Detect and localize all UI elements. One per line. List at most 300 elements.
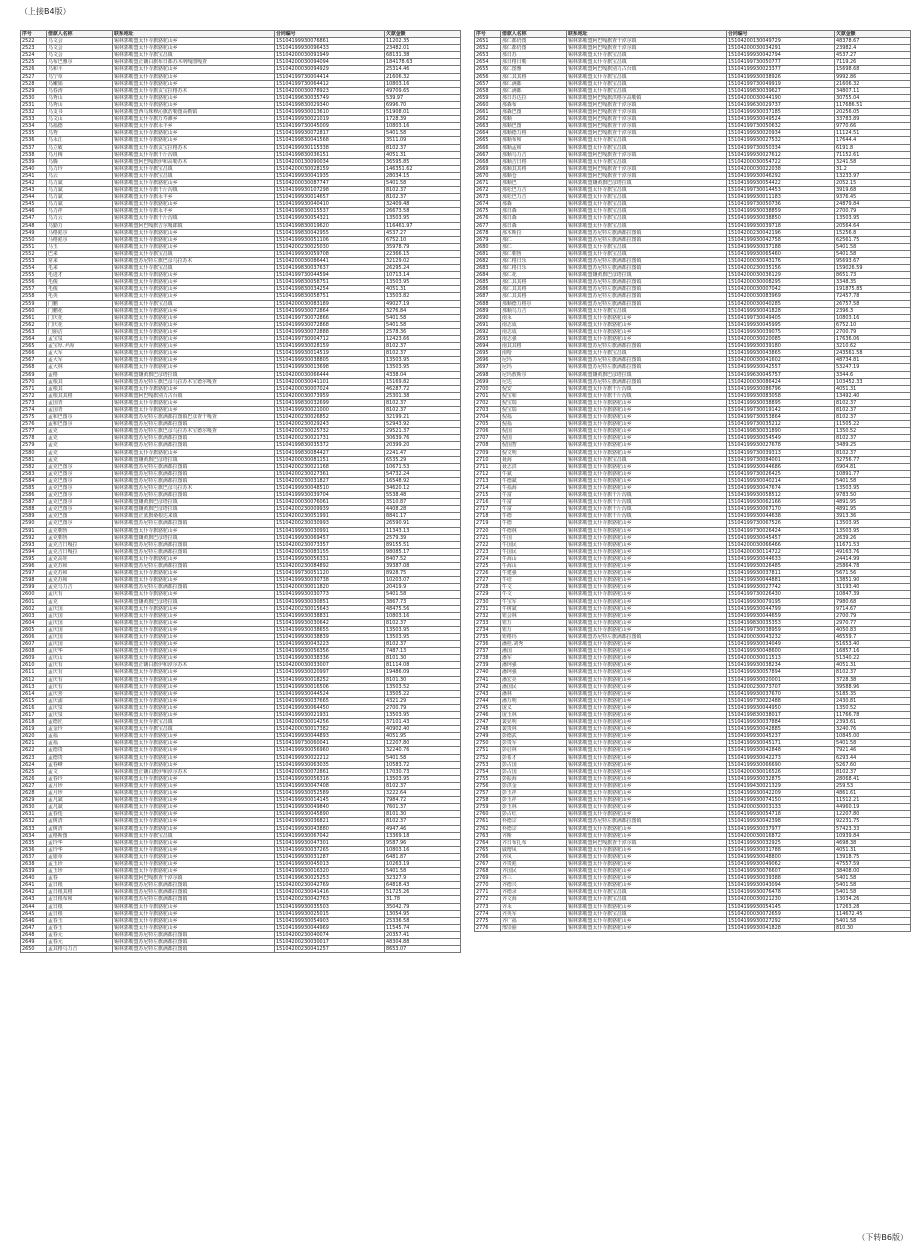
cell-seq: 2552 (21, 250, 47, 257)
cell-borrower: 孟克苏和 (47, 563, 113, 570)
table-row (475, 463, 911, 470)
cell-amount: 8102.37 (835, 768, 911, 775)
cell-amount: 4537.27 (835, 52, 911, 59)
cell-borrower: 孟克高娃 (47, 555, 113, 562)
cell-seq: 2751 (475, 747, 501, 754)
cell-amount: 4051.31 (835, 846, 911, 853)
table-row (475, 790, 911, 797)
cell-address: 锡林郭勒盟太仆寺旗宝昌镇 (567, 250, 727, 257)
cell-amount: 32327.9 (385, 875, 461, 882)
cell-amount: 7980.68 (835, 598, 911, 605)
cell-amount: 13503.95 (385, 357, 461, 364)
cell-seq: 2717 (475, 506, 501, 513)
cell-contract: 15104200230084892 (275, 563, 385, 570)
cell-amount: 2700.79 (835, 328, 911, 335)
cell-borrower: 那顺德力格尔 (501, 300, 567, 307)
cell-amount: 103452.33 (835, 378, 911, 385)
cell-contract: 15104200230025030 (275, 243, 385, 250)
cell-contract: 15104199730004414 (275, 73, 385, 80)
cell-contract: 15104200230021731 (275, 435, 385, 442)
cell-address: 锡林郭勒盟太仆寺旗骆驼山乡 (113, 669, 275, 676)
table-row (475, 314, 911, 321)
cell-amount: 3489.25 (835, 442, 911, 449)
cell-borrower: 孟春玲 (47, 775, 113, 782)
cell-seq: 2612 (21, 676, 47, 683)
cell-amount: 4050.83 (835, 626, 911, 633)
cell-amount: 32756.77 (835, 456, 911, 463)
cell-amount: 9783.50 (835, 492, 911, 499)
cell-seq: 2762 (475, 825, 501, 832)
cell-seq: 2730 (475, 598, 501, 605)
cell-amount: 32240.76 (385, 747, 461, 754)
cell-amount: 8102.37 (385, 350, 461, 357)
cell-borrower: 那顺仓 (501, 172, 567, 179)
cell-address: 锡林郭勒盟太仆寺旗骆驼山乡 (567, 414, 727, 421)
cell-address: 锡林郭勒盟太仆寺旗骆驼山乡 (113, 555, 275, 562)
cell-seq: 2757 (475, 790, 501, 797)
table-row (475, 875, 911, 882)
cell-borrower: 孟克巴图尔 (47, 485, 113, 492)
cell-borrower: 牛富 (501, 506, 567, 513)
cell-seq: 2680 (475, 243, 501, 250)
cell-borrower: 倪国智 (501, 442, 567, 449)
cell-amount: 8102.37 (835, 669, 911, 676)
cell-seq: 2634 (21, 832, 47, 839)
cell-contract: 15104200030086441 (275, 258, 385, 265)
cell-address: 锡林郭勒盟太仆寺旗骆驼山乡 (113, 754, 275, 761)
cell-seq: 2697 (475, 364, 501, 371)
cell-address: 锡林郭勒盟苏尼特左旗满都拉图镇 (567, 818, 727, 825)
cell-borrower: 孟庆喜 (47, 690, 113, 697)
cell-address: 锡林郭勒盟太仆寺旗骆驼山乡 (567, 655, 727, 662)
cell-amount: 5401.58 (835, 889, 911, 896)
cell-amount: 117686.51 (835, 101, 911, 108)
header-address: 联系地址 (567, 31, 727, 38)
cell-amount: 13503.95 (835, 215, 911, 222)
cell-contract: 15104200030041101 (275, 378, 385, 385)
cell-amount: 5401.58 (835, 250, 911, 257)
cell-contract: 15104200030016872 (727, 832, 835, 839)
cell-seq: 2681 (475, 250, 501, 257)
cell-amount: 5401.58 (835, 740, 911, 747)
cell-seq: 2696 (475, 357, 501, 364)
cell-borrower: 孟克巴图尔 (47, 470, 113, 477)
cell-seq: 2719 (475, 520, 501, 527)
cell-contract: 15104199930072868 (275, 321, 385, 328)
cell-address: 锡林郭勒盟太仆寺旗骆驼山乡 (113, 179, 275, 186)
table-row (475, 499, 911, 506)
cell-borrower: 牛宝军 (501, 598, 567, 605)
cell-borrower: 乌支书 (47, 109, 113, 116)
cell-borrower: 孟克苏和 (47, 577, 113, 584)
cell-contract: 15104199930043880 (275, 825, 385, 832)
cell-seq: 2581 (21, 456, 47, 463)
cell-borrower: 孟庆有 (47, 676, 113, 683)
table-row (21, 307, 461, 314)
cell-amount: 8928.75 (385, 570, 461, 577)
cell-address: 锡林郭勒盟太仆寺旗骆驼山乡 (113, 747, 275, 754)
cell-borrower: 乌春涛 (47, 87, 113, 94)
cell-seq: 2626 (21, 775, 47, 782)
cell-amount: 7921.46 (835, 747, 911, 754)
cell-contract: 15104199830058751 (275, 293, 385, 300)
table-row (21, 449, 461, 456)
cell-seq: 2768 (475, 868, 501, 875)
cell-seq: 2713 (475, 477, 501, 484)
cell-contract: 15104199930040214 (727, 477, 835, 484)
cell-seq: 2773 (475, 903, 501, 910)
cell-amount: 4537.27 (385, 229, 461, 236)
cell-contract: 15104199930056356 (275, 648, 385, 655)
cell-contract: 15104199930059708 (275, 250, 385, 257)
cell-address: 锡林郭勒盟太仆寺旗骆驼山乡 (567, 924, 727, 931)
table-row (21, 378, 461, 385)
cell-amount: 9992.86 (835, 73, 911, 80)
table-row (475, 435, 911, 442)
cell-seq: 2582 (21, 463, 47, 470)
cell-contract: 15104199830035372 (275, 442, 385, 449)
cell-contract: 15104200030021230 (727, 896, 835, 903)
cell-contract: 15104199930013610 (275, 109, 385, 116)
cell-seq: 2526 (21, 66, 47, 73)
cell-contract: 15104200230026852 (275, 414, 385, 421)
table-row (475, 669, 911, 676)
table-row (475, 570, 911, 577)
cell-address: 锡林郭勒盟太仆寺旗千斤沟镇 (567, 513, 727, 520)
cell-contract: 15104199930027612 (727, 151, 835, 158)
cell-seq: 2645 (21, 910, 47, 917)
table-row (475, 548, 911, 555)
cell-amount: 48378.67 (835, 38, 911, 45)
table-row (21, 818, 461, 825)
cell-contract: 15104199930042557 (727, 364, 835, 371)
cell-seq: 2567 (21, 357, 47, 364)
cell-seq: 2737 (475, 648, 501, 655)
cell-borrower: 那日苏 (501, 52, 567, 59)
cell-borrower: 孟克巴图尔 (47, 463, 113, 470)
cell-address: 锡林郭勒盟太仆寺旗骆驼山乡 (567, 399, 727, 406)
cell-amount: 8102.37 (835, 399, 911, 406)
cell-address: 锡林郭勒盟苏尼特左旗满都拉图镇 (113, 882, 275, 889)
cell-seq: 2529 (21, 87, 47, 94)
cell-amount: 17263.28 (835, 903, 911, 910)
cell-borrower: 孟大军 (47, 350, 113, 357)
cell-address: 锡林郭勒盟阿巴嘎旗查干淖尔镇 (567, 151, 727, 158)
cell-borrower: 孟德匠 (47, 719, 113, 726)
cell-borrower: 南哈 (501, 350, 567, 357)
cell-seq: 2770 (475, 882, 501, 889)
table-row (475, 94, 911, 101)
table-row (475, 477, 911, 484)
cell-borrower: 孟金玲 (47, 726, 113, 733)
cell-seq: 2708 (475, 442, 501, 449)
cell-seq: 2684 (475, 272, 501, 279)
cell-contract: 15104199930115338 (275, 144, 385, 151)
cell-contract: 15104199930076607 (727, 868, 835, 875)
cell-seq: 2692 (475, 328, 501, 335)
table-row (21, 605, 461, 612)
cell-address: 锡林郭勒盟太仆寺旗宝昌镇 (113, 265, 275, 272)
cell-address: 锡林郭勒盟太仆寺旗骆驼山乡 (567, 612, 727, 619)
cell-seq: 2688 (475, 300, 501, 307)
cell-address: 锡林郭勒盟苏尼特左旗满都拉图镇 (567, 364, 727, 371)
cell-address: 锡林郭勒盟太仆寺旗骆驼山乡 (567, 860, 727, 867)
header-contract: 合同编号 (275, 31, 385, 38)
table-row (475, 321, 911, 328)
cell-contract: 15104199930043094 (727, 882, 835, 889)
header-seq: 序号 (475, 31, 501, 38)
table-row (475, 754, 911, 761)
cell-seq: 2663 (475, 123, 501, 130)
cell-amount: 11671.53 (835, 541, 911, 548)
cell-borrower: 孟克朝鲁 (47, 527, 113, 534)
cell-address: 锡林郭勒盟太仆寺旗骆驼山乡 (113, 690, 275, 697)
cell-contract: 15104199930044799 (727, 605, 835, 612)
cell-amount: 8841.17 (385, 513, 461, 520)
cell-seq: 2576 (21, 421, 47, 428)
cell-address: 锡林郭勒盟太仆寺旗骆驼山乡 (113, 314, 275, 321)
cell-amount: 5401.58 (835, 917, 911, 924)
table-row (475, 619, 911, 626)
table-row (21, 655, 461, 662)
table-row (21, 94, 461, 101)
cell-borrower: 潘国民 (501, 683, 567, 690)
cell-seq: 2744 (475, 697, 501, 704)
cell-borrower: 那顺巴图 (501, 123, 567, 130)
table-row (21, 442, 461, 449)
cell-amount: 20256.05 (835, 109, 911, 116)
cell-contract: 15104199930067170 (727, 506, 835, 513)
cell-borrower: 孟国青 (47, 399, 113, 406)
cell-address: 锡林郭勒盟正蓝旗桑根达来镇 (113, 513, 275, 520)
cell-address: 锡林郭勒盟太仆寺旗骆驼山乡 (567, 768, 727, 775)
cell-seq: 2630 (21, 804, 47, 811)
cell-borrower: 乌秀山 (47, 101, 113, 108)
cell-address: 锡林郭勒盟太仆寺旗骆驼山乡 (567, 726, 727, 733)
cell-contract: 15104199930027532 (727, 137, 835, 144)
cell-seq: 2583 (21, 470, 47, 477)
cell-seq: 2585 (21, 485, 47, 492)
cell-contract: 15104199930086796 (727, 385, 835, 392)
cell-amount: 11343.13 (385, 527, 461, 534)
header-amount: 欠款金额 (835, 31, 911, 38)
cell-seq: 2602 (21, 605, 47, 612)
cell-contract: 15104199930021000 (275, 406, 385, 413)
table-row (21, 754, 461, 761)
table-row (475, 336, 911, 343)
cell-seq: 2600 (21, 591, 47, 598)
cell-seq: 2625 (21, 768, 47, 775)
cell-contract: 15104200030033007 (275, 662, 385, 669)
table-row (475, 853, 911, 860)
cell-contract: 15104199930038859 (727, 208, 835, 215)
table-row (21, 860, 461, 867)
cell-amount: 48734.81 (835, 357, 911, 364)
cell-amount: 2579.39 (385, 534, 461, 541)
cell-amount: 5671.56 (835, 570, 911, 577)
table-row (21, 357, 461, 364)
table-row (21, 229, 461, 236)
cell-contract: 15104199930021019 (275, 116, 385, 123)
cell-borrower: 那仁格日乐 (501, 258, 567, 265)
cell-address: 锡林郭勒盟太仆寺旗骆驼山乡 (113, 804, 275, 811)
cell-contract: 15104200230073357 (275, 541, 385, 548)
table-row (21, 910, 461, 917)
cell-seq: 2675 (475, 208, 501, 215)
cell-seq: 2566 (21, 350, 47, 357)
cell-contract: 15104199930027678 (727, 442, 835, 449)
table-row (21, 797, 461, 804)
table-row (21, 704, 461, 711)
cell-seq: 2743 (475, 690, 501, 697)
cell-borrower: 乌勤力 (47, 222, 113, 229)
cell-seq: 2627 (21, 782, 47, 789)
cell-address: 锡林郭勒盟太仆寺旗宝昌镇 (567, 456, 727, 463)
cell-amount: 8102.37 (385, 619, 461, 626)
cell-contract: 15104200030087747 (275, 179, 385, 186)
cell-contract: 15104200230042769 (275, 882, 385, 889)
cell-amount: 6752.10 (835, 321, 911, 328)
cell-amount: 32129.02 (385, 258, 461, 265)
cell-seq: 2769 (475, 875, 501, 882)
cell-amount: 13503.95 (385, 215, 461, 222)
cell-address: 锡林郭勒盟太仆寺旗宝昌镇 (113, 726, 275, 733)
cell-seq: 2642 (21, 889, 47, 896)
cell-seq: 2694 (475, 343, 501, 350)
cell-seq: 2701 (475, 392, 501, 399)
cell-seq: 2759 (475, 804, 501, 811)
cell-seq: 2704 (475, 414, 501, 421)
cell-amount: 8102.37 (385, 194, 461, 201)
cell-seq: 2772 (475, 896, 501, 903)
cell-borrower: 那仁朝鲁 (501, 250, 567, 257)
cell-amount: 37101.43 (385, 719, 461, 726)
table-row (21, 477, 461, 484)
cell-borrower: 孟克 (47, 449, 113, 456)
cell-contract: 15104200230027361 (275, 470, 385, 477)
cell-seq: 2540 (21, 165, 47, 172)
cell-seq: 2524 (21, 52, 47, 59)
cell-contract: 15104199930035503 (275, 903, 385, 910)
cell-amount: 5401.58 (385, 321, 461, 328)
cell-amount: 3728.38 (835, 676, 911, 683)
cell-contract: 15104199730084001 (727, 456, 835, 463)
cell-seq: 2543 (21, 187, 47, 194)
cell-borrower: 孟宝泉 (47, 336, 113, 343)
cell-address: 锡林郭勒盟太仆寺旗宝昌镇 (567, 350, 727, 357)
cell-amount: 52943.92 (385, 421, 461, 428)
cell-borrower: 孟庆国 (47, 605, 113, 612)
cell-address: 锡林郭勒盟太仆寺旗骆驼山乡 (567, 548, 727, 555)
cell-borrower: 牛文 (501, 591, 567, 598)
cell-seq: 2527 (21, 73, 47, 80)
table-row (21, 931, 461, 938)
cell-seq: 2551 (21, 243, 47, 250)
cell-address: 锡林郭勒盟苏尼特左旗满都拉图镇巴彦查干嘎查 (113, 414, 275, 421)
cell-borrower: 孟庆泉 (47, 704, 113, 711)
cell-address: 锡林郭勒盟阿巴嘎旗查干淖尔镇 (567, 45, 727, 52)
cell-contract: 15104200230030993 (275, 520, 385, 527)
cell-contract: 15104199930042398 (727, 818, 835, 825)
table-row (21, 250, 461, 257)
cell-contract: 15104200030072861 (275, 768, 385, 775)
cell-amount: 10803.16 (385, 612, 461, 619)
cell-address: 锡林郭勒盟太仆寺旗骆驼山乡 (113, 201, 275, 208)
cell-seq: 2729 (475, 591, 501, 598)
table-row (21, 406, 461, 413)
cell-contract: 15104199630045757 (727, 371, 835, 378)
cell-amount: 6752.10 (385, 236, 461, 243)
cell-seq: 2616 (21, 704, 47, 711)
table-row (475, 655, 911, 662)
cell-contract: 15104199930066690 (727, 761, 835, 768)
table-row (21, 492, 461, 499)
cell-amount: 5538.48 (385, 492, 461, 499)
cell-borrower: 孟庆国 (47, 633, 113, 640)
cell-address: 锡林郭勒盟镶黄旗巴彦塔拉镇 (113, 499, 275, 506)
cell-amount: 10203.07 (385, 577, 461, 584)
cell-borrower: 孟克朝鲁 (47, 534, 113, 541)
cell-borrower: 乌力云 (47, 215, 113, 222)
table-row (475, 364, 911, 371)
cell-seq: 2635 (21, 839, 47, 846)
cell-contract: 15104199930107298 (275, 187, 385, 194)
cell-borrower: 彭玉祥 (501, 797, 567, 804)
cell-address: 锡林郭勒盟太仆寺旗骆驼山乡 (113, 641, 275, 648)
cell-contract: 15104199930062166 (727, 499, 835, 506)
cell-contract: 15104199930013698 (275, 364, 385, 371)
cell-contract: 15104199930037665 (275, 697, 385, 704)
cell-amount: 8102.37 (835, 449, 911, 456)
cell-address: 锡林郭勒盟太仆寺旗骆驼山乡 (113, 328, 275, 335)
cell-amount: 11505.22 (835, 421, 911, 428)
cell-address: 锡林郭勒盟太仆寺旗千斤沟镇 (113, 151, 275, 158)
table-row (475, 697, 911, 704)
cell-contract: 15104199730014453 (727, 187, 835, 194)
cell-seq: 2655 (475, 66, 501, 73)
cell-contract: 15104199930044969 (275, 924, 385, 931)
table-row (21, 577, 461, 584)
cell-amount: 5401.58 (385, 754, 461, 761)
cell-amount: 49027.19 (385, 300, 461, 307)
cell-contract: 15104200030022038 (727, 165, 835, 172)
cell-address: 锡林郭勒盟太仆寺旗骆驼山乡 (567, 719, 727, 726)
cell-address: 锡林郭勒盟太仆寺旗骆驼山乡 (113, 712, 275, 719)
cell-seq: 2731 (475, 605, 501, 612)
table-row (21, 87, 461, 94)
cell-contract: 15104199930042273 (727, 754, 835, 761)
cell-amount: 34620.12 (385, 485, 461, 492)
cell-amount: 3222.64 (385, 790, 461, 797)
cell-borrower: 孟春峰 (47, 761, 113, 768)
cell-contract: 15104200030094094 (275, 59, 385, 66)
cell-borrower: 齐英军 (501, 910, 567, 917)
cell-contract: 15104200030091949 (275, 52, 385, 59)
cell-amount: 15169.82 (385, 378, 461, 385)
cell-amount: 16857.16 (835, 648, 911, 655)
cell-seq: 2624 (21, 761, 47, 768)
cell-amount: 15256.8 (835, 229, 911, 236)
table-row (475, 158, 911, 165)
cell-seq: 2639 (21, 868, 47, 875)
cell-amount: 40902.40 (385, 726, 461, 733)
cell-amount: 6904.81 (835, 463, 911, 470)
cell-borrower: 乌嫩娟 (47, 80, 113, 87)
table-row (475, 584, 911, 591)
cell-amount: 4891.95 (835, 499, 911, 506)
cell-address: 锡林郭勒盟太仆寺旗宝昌镇 (567, 187, 727, 194)
cell-borrower: 那仁其其格 (501, 73, 567, 80)
